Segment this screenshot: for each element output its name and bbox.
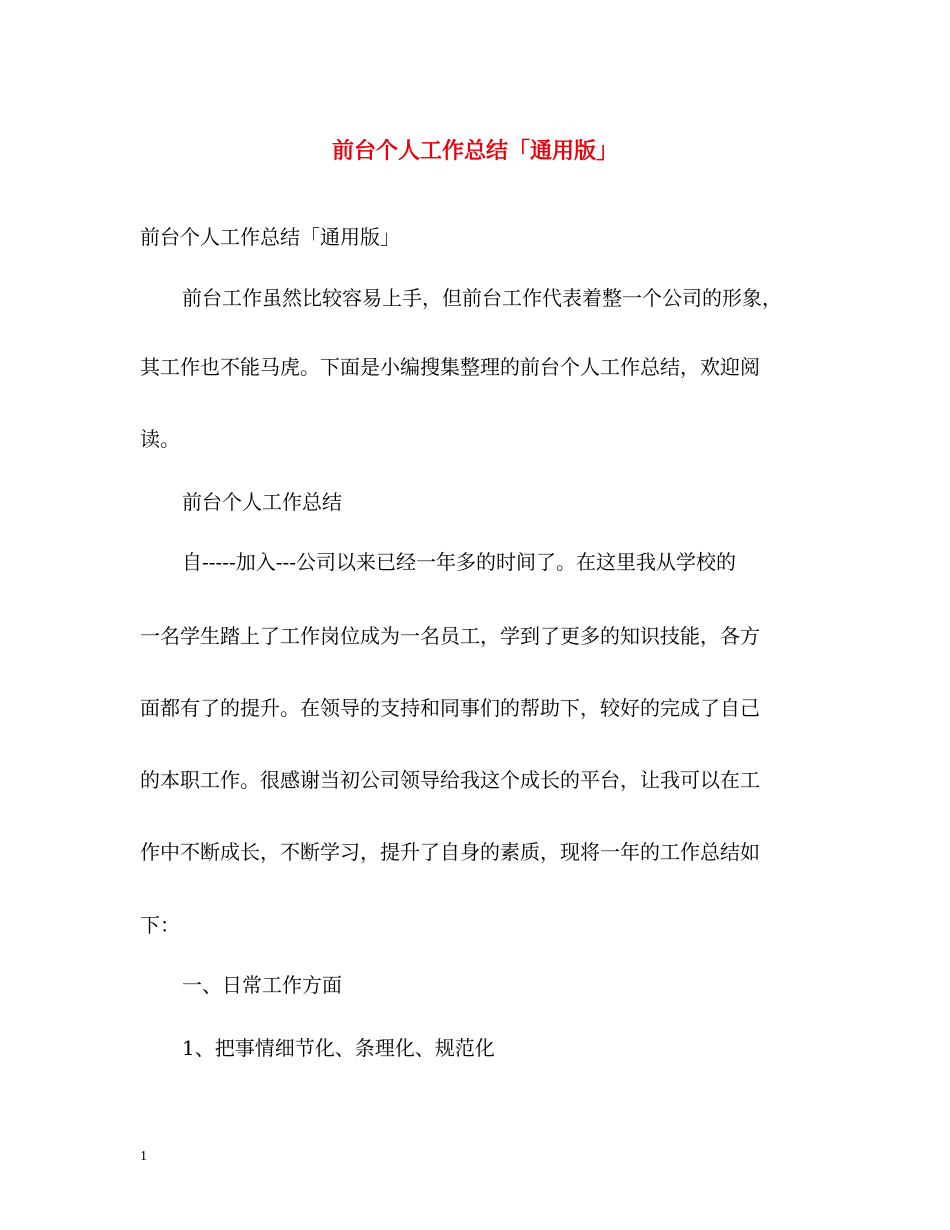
body-line: 作中不断成长，不断学习，提升了自身的素质，现将一年的工作总结如 xyxy=(140,840,760,864)
intro-line: 读。 xyxy=(140,427,180,451)
document-subtitle: 前台个人工作总结「通用版」 xyxy=(140,225,400,249)
intro-line: 其工作也不能马虎。下面是小编搜集整理的前台个人工作总结，欢迎阅 xyxy=(140,355,760,379)
intro-line: 前台工作虽然比较容易上手，但前台工作代表着整一个公司的形象， xyxy=(182,286,782,310)
heading-detail-item: 1、把事情细节化、条理化、规范化 xyxy=(182,1036,495,1060)
heading-daily-work: 一、日常工作方面 xyxy=(182,973,342,997)
body-line: 面都有了的提升。在领导的支持和同事们的帮助下，较好的完成了自己 xyxy=(140,696,760,720)
section-heading: 前台个人工作总结 xyxy=(182,490,342,514)
document-title: 前台个人工作总结「通用版」 xyxy=(331,138,618,164)
body-line: 自-----加入---公司以来已经一年多的时间了。在这里我从学校的 xyxy=(182,550,737,574)
body-line: 一名学生踏上了工作岗位成为一名员工，学到了更多的知识技能，各方 xyxy=(140,624,760,648)
body-line: 下： xyxy=(140,913,180,937)
body-line: 的本职工作。很感谢当初公司领导给我这个成长的平台，让我可以在工 xyxy=(140,768,760,792)
page-number: 1 xyxy=(140,1149,147,1164)
